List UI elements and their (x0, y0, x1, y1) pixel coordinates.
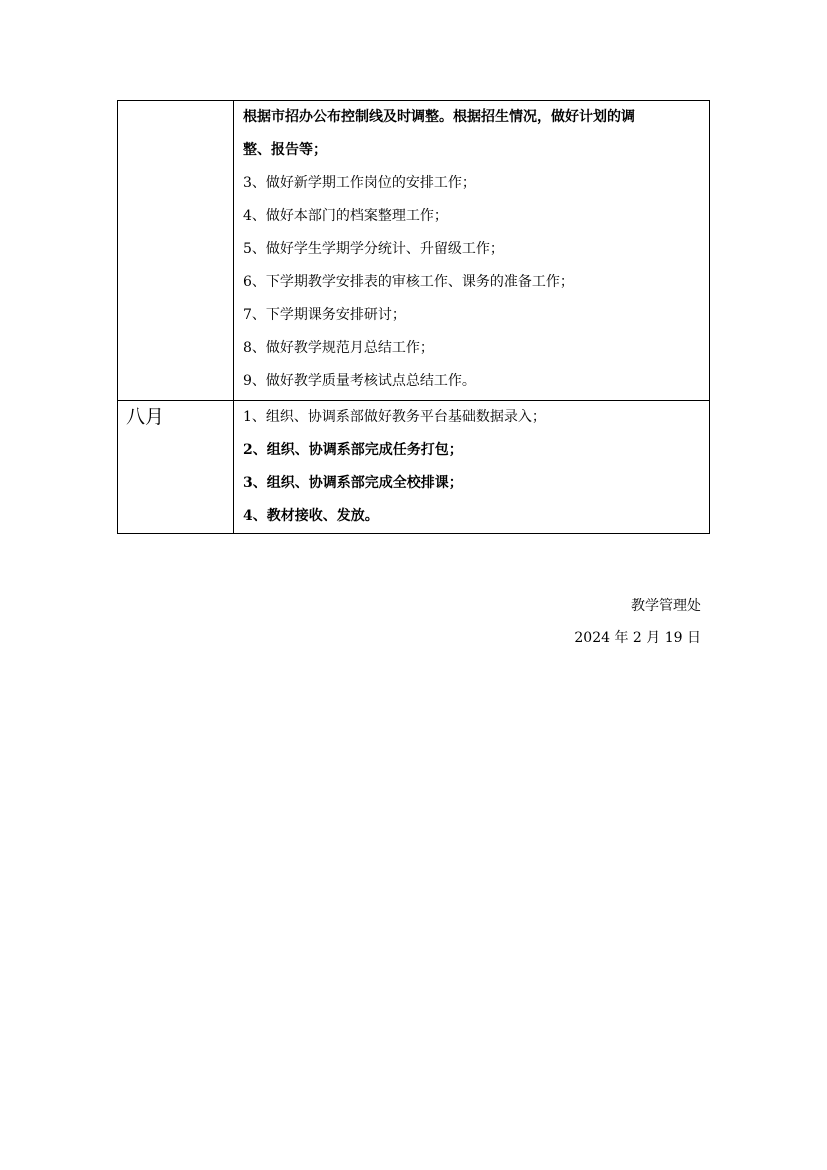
task-item: 根据市招办公布控制线及时调整。根据招生情况，做好计划的调 (243, 109, 635, 125)
task-item: 1、组织、协调系部做好教务平台基础数据录入； (243, 409, 546, 425)
table-row (118, 101, 710, 401)
task-item: 3、做好新学期工作岗位的安排工作； (243, 175, 476, 191)
table-row (118, 401, 710, 534)
task-item: 8、做好教学规范月总结工作； (243, 340, 434, 356)
work-plan-table (117, 100, 710, 534)
month-label (118, 101, 233, 106)
month-cell (118, 101, 234, 401)
task-item: 9、做好教学质量考核试点总结工作。 (243, 373, 476, 389)
tasks-cell (234, 101, 710, 401)
task-item: 4、做好本部门的档案整理工作； (243, 208, 448, 224)
month-cell (118, 401, 234, 534)
signature-department: 教学管理处 (631, 598, 701, 614)
tasks-cell (234, 401, 710, 534)
task-item: 4、教材接收、发放。 (243, 508, 379, 524)
task-item: 7、下学期课务安排研讨； (243, 307, 406, 323)
task-item: 3、组织、协调系部完成全校排课； (243, 475, 463, 491)
task-item: 整、报告等； (243, 142, 327, 158)
task-item: 6、下学期教学安排表的审核工作、课务的准备工作； (243, 274, 574, 290)
month-label: 八月 (126, 406, 165, 428)
signature-date: 2024 年 2 月 19 日 (574, 630, 701, 646)
task-item: 5、做好学生学期学分统计、升留级工作； (243, 241, 504, 257)
task-item: 2、组织、协调系部完成任务打包； (243, 442, 463, 458)
